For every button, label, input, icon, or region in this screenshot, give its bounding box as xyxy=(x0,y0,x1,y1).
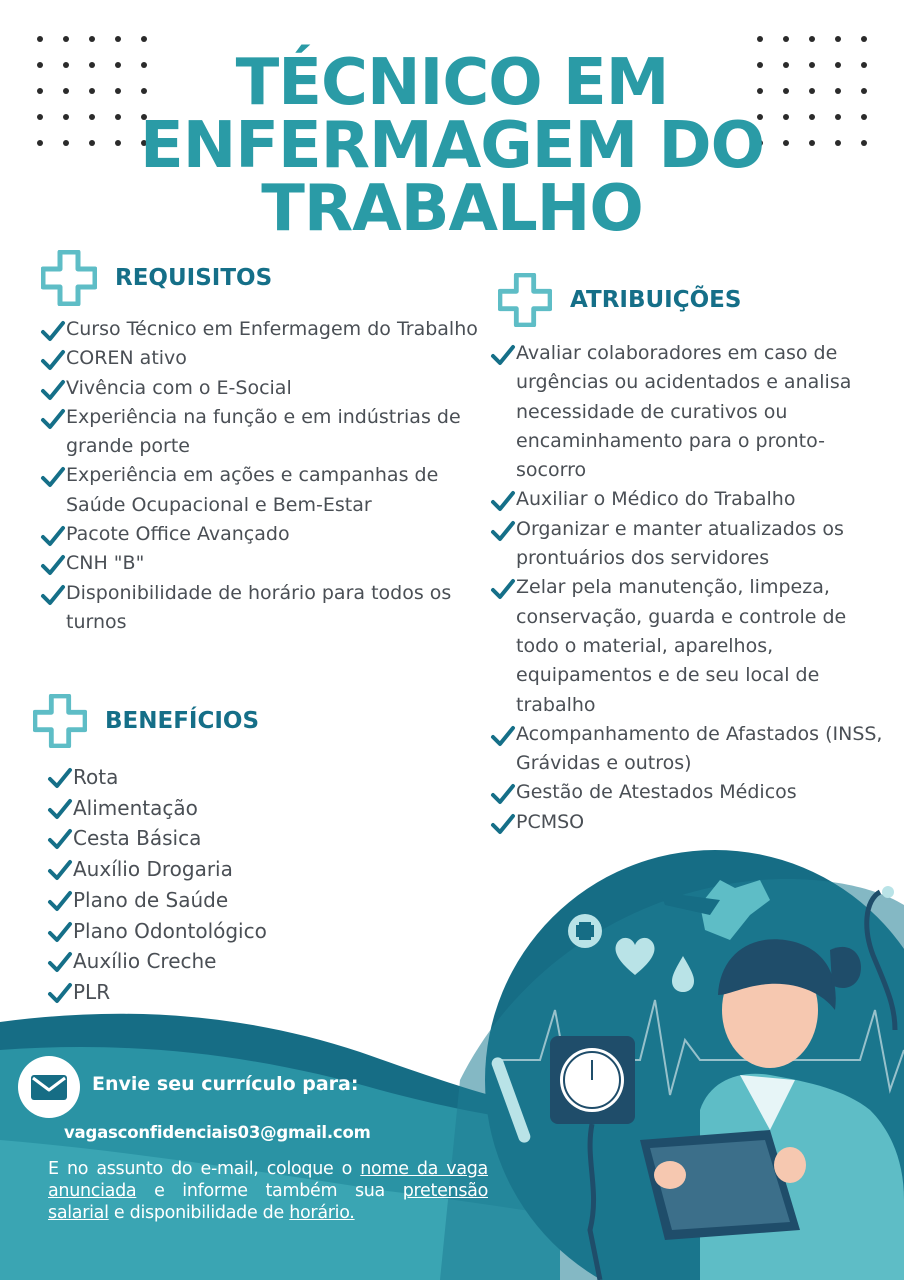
requisitos-heading xyxy=(41,250,272,306)
atribuicoes-title: ATRIBUIÇÕES xyxy=(570,287,742,313)
check-icon xyxy=(40,466,66,488)
check-icon xyxy=(490,578,516,600)
check-icon xyxy=(40,408,66,430)
list-item xyxy=(490,808,885,837)
list-item xyxy=(40,549,480,578)
list-item xyxy=(47,823,407,854)
contact-email[interactable]: vagasconfidenciais03@gmail.com xyxy=(64,1123,371,1142)
list-item xyxy=(490,515,885,574)
list-item xyxy=(40,403,480,462)
list-item xyxy=(490,573,885,719)
medical-cross-outline-icon xyxy=(498,273,552,327)
list-item xyxy=(47,854,407,885)
requisito-text: COREN ativo xyxy=(66,347,187,370)
beneficios-heading xyxy=(33,694,259,748)
requisitos-list xyxy=(40,315,480,637)
requisito-text: Vivência com o E-Social xyxy=(66,376,292,399)
medical-cross-outline-icon xyxy=(33,694,87,748)
check-icon xyxy=(490,520,516,542)
title-line-2: ENFERMAGEM DO xyxy=(140,109,764,183)
requisito-text: Disponibilidade de horário para todos os turnos xyxy=(66,581,452,633)
check-icon xyxy=(490,490,516,512)
requisito-text: Curso Técnico em Enfermagem do Trabalho xyxy=(66,318,478,340)
medical-cross-outline-icon xyxy=(41,250,97,306)
beneficios-list xyxy=(47,762,407,1008)
atribuicao-text: Gestão de Atestados Médicos xyxy=(516,781,797,804)
list-item xyxy=(47,885,407,916)
check-icon xyxy=(40,554,66,576)
list-item xyxy=(47,762,407,793)
requisito-text: CNH "B" xyxy=(66,552,145,575)
atribuicoes-list xyxy=(490,339,885,837)
atribuicao-text: Acompanhamento de Afastados (INSS, Grávidas e outros) xyxy=(516,722,883,775)
check-icon xyxy=(47,982,73,1004)
list-item xyxy=(47,977,407,1008)
check-icon xyxy=(40,525,66,547)
check-icon xyxy=(40,349,66,371)
mail-icon-circle xyxy=(18,1056,80,1118)
check-icon xyxy=(490,783,516,805)
atribuicoes-heading xyxy=(498,273,741,327)
list-item xyxy=(47,946,407,977)
list-item xyxy=(40,520,480,549)
beneficio-text: Rota xyxy=(73,765,119,789)
check-icon xyxy=(47,921,73,943)
check-icon xyxy=(47,859,73,881)
list-item xyxy=(40,315,480,344)
atribuicao-text: Auxiliar o Médico do Trabalho xyxy=(516,488,796,511)
envelope-icon xyxy=(18,1056,80,1118)
atribuicao-text: PCMSO xyxy=(516,810,585,833)
check-icon xyxy=(490,344,516,366)
title-line-1: TÉCNICO EM xyxy=(235,46,669,120)
envie-label: Envie seu currículo para: xyxy=(92,1073,359,1095)
check-icon xyxy=(40,584,66,606)
check-icon xyxy=(40,320,66,342)
list-item xyxy=(40,344,480,373)
requisito-text: Experiência em ações e campanhas de Saúde Ocupacional e Bem-Estar xyxy=(66,464,439,516)
atribuicao-text: Zelar pela manutenção, limpeza, conservação, guarda e controle de todo o material, aparelhos, equipamentos e de seu local de trabalho xyxy=(516,576,847,716)
list-item xyxy=(490,720,885,779)
requisito-text: Experiência na função e em indústrias de grande porte xyxy=(66,405,461,458)
atribuicao-text: Organizar e manter atualizados os prontuários dos servidores xyxy=(516,517,844,570)
beneficio-text: PLR xyxy=(73,979,111,1004)
check-icon xyxy=(40,379,66,401)
check-icon xyxy=(47,890,73,912)
check-icon xyxy=(47,828,73,850)
list-item xyxy=(47,916,407,947)
list-item xyxy=(40,461,480,520)
beneficio-text: Plano de Saúde xyxy=(73,887,229,912)
beneficio-text: Auxílio Drogaria xyxy=(73,857,233,882)
list-item xyxy=(490,778,885,807)
check-icon xyxy=(490,725,516,747)
requisitos-title: REQUISITOS xyxy=(115,265,273,291)
title-line-3: TRABALHO xyxy=(261,172,643,246)
check-icon xyxy=(47,951,73,973)
check-icon xyxy=(490,813,516,835)
list-item xyxy=(40,374,480,403)
list-item xyxy=(47,793,407,824)
check-icon xyxy=(47,798,73,820)
beneficio-text: Cesta Básica xyxy=(73,826,202,851)
beneficio-text: Auxílio Creche xyxy=(73,949,217,974)
list-item xyxy=(40,579,480,638)
beneficios-title: BENEFÍCIOS xyxy=(105,708,260,734)
list-item xyxy=(490,485,885,514)
list-item xyxy=(490,339,885,485)
check-icon xyxy=(47,767,73,789)
instructions-text: E no assunto do e-mail, coloque o nome da vaga anunciada e informe também sua pretensão salarial e disponibilidade de horário. xyxy=(48,1159,488,1223)
atribuicao-text: Avaliar colaboradores em caso de urgências ou acidentados e analisa necessidade de curativos ou encaminhamento para o pronto-socorro xyxy=(516,342,852,482)
beneficio-text: Plano Odontológico xyxy=(73,918,267,943)
beneficio-text: Alimentação xyxy=(73,795,198,820)
requisito-text: Pacote Office Avançado xyxy=(66,523,290,546)
